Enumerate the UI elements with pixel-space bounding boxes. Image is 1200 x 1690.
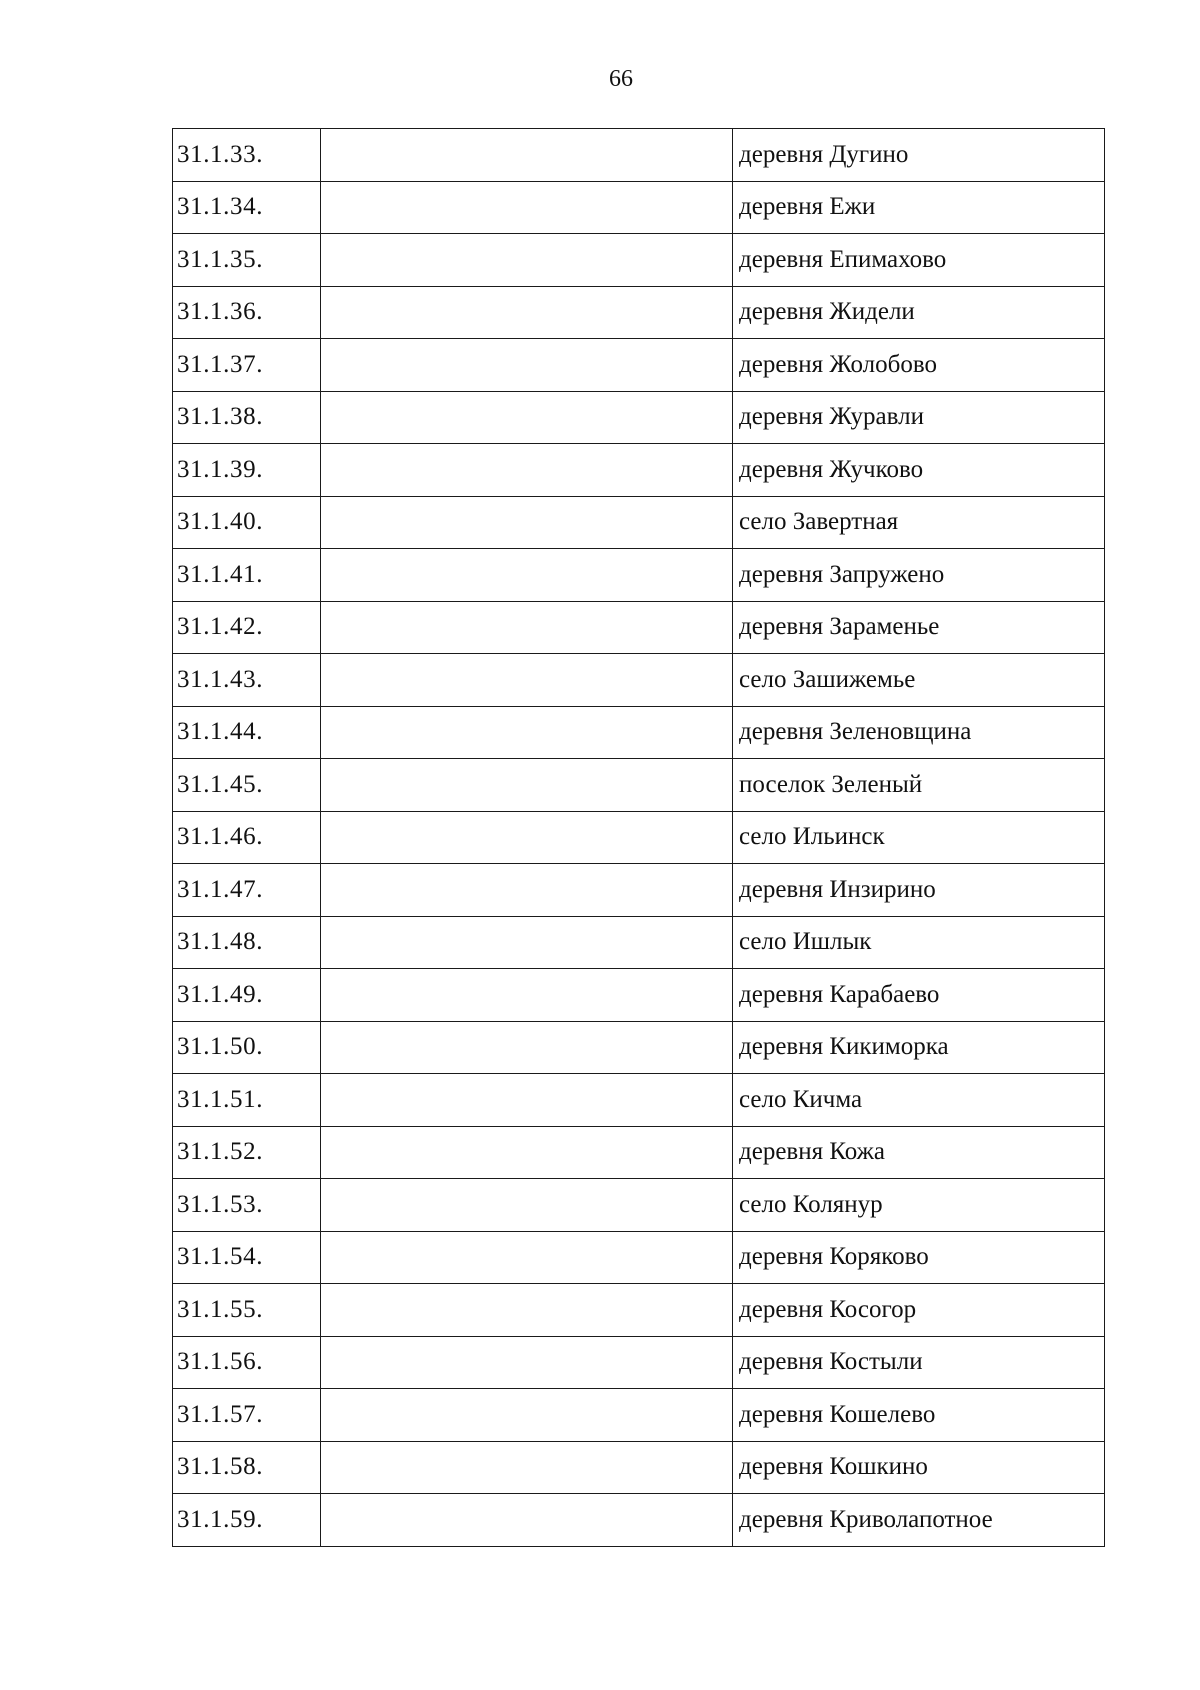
row-number-cell: 31.1.58. — [173, 1441, 321, 1494]
row-number-cell: 31.1.44. — [173, 706, 321, 759]
table-row — [173, 811, 1105, 864]
table-row — [173, 654, 1105, 707]
table-row — [173, 864, 1105, 917]
row-number-cell: 31.1.47. — [173, 864, 321, 917]
row-number-cell: 31.1.48. — [173, 916, 321, 969]
settlement-name-cell: деревня Жучково — [733, 444, 1105, 497]
settlement-name-cell: деревня Косогор — [733, 1284, 1105, 1337]
empty-cell — [321, 181, 733, 234]
row-number-cell: 31.1.39. — [173, 444, 321, 497]
empty-cell — [321, 129, 733, 182]
settlement-name-cell: деревня Дугино — [733, 129, 1105, 182]
settlement-name-cell: село Зашижемье — [733, 654, 1105, 707]
empty-cell — [321, 1336, 733, 1389]
settlement-name-cell: деревня Журавли — [733, 391, 1105, 444]
row-number-cell: 31.1.36. — [173, 286, 321, 339]
table-row — [173, 286, 1105, 339]
table-row — [173, 759, 1105, 812]
row-number-cell: 31.1.38. — [173, 391, 321, 444]
table-row — [173, 1231, 1105, 1284]
row-number-cell: 31.1.40. — [173, 496, 321, 549]
row-number-cell: 31.1.57. — [173, 1389, 321, 1442]
empty-cell — [321, 916, 733, 969]
table-row — [173, 969, 1105, 1022]
table-row — [173, 444, 1105, 497]
row-number-cell: 31.1.51. — [173, 1074, 321, 1127]
empty-cell — [321, 759, 733, 812]
table-row — [173, 601, 1105, 654]
row-number-cell: 31.1.42. — [173, 601, 321, 654]
settlement-name-cell: деревня Жолобово — [733, 339, 1105, 392]
table-row — [173, 1494, 1105, 1547]
table-row — [173, 1336, 1105, 1389]
row-number-cell: 31.1.34. — [173, 181, 321, 234]
row-number-cell: 31.1.53. — [173, 1179, 321, 1232]
empty-cell — [321, 969, 733, 1022]
empty-cell — [321, 1179, 733, 1232]
row-number-cell: 31.1.41. — [173, 549, 321, 602]
empty-cell — [321, 286, 733, 339]
settlement-name-cell: село Завертная — [733, 496, 1105, 549]
table-row — [173, 1021, 1105, 1074]
table-row — [173, 391, 1105, 444]
empty-cell — [321, 444, 733, 497]
settlement-name-cell: деревня Инзирино — [733, 864, 1105, 917]
empty-cell — [321, 811, 733, 864]
settlement-name-cell: деревня Кошкино — [733, 1441, 1105, 1494]
table-row — [173, 549, 1105, 602]
settlement-name-cell: село Ишлык — [733, 916, 1105, 969]
table-row — [173, 339, 1105, 392]
table-row — [173, 1179, 1105, 1232]
empty-cell — [321, 234, 733, 287]
row-number-cell: 31.1.56. — [173, 1336, 321, 1389]
row-number-cell: 31.1.50. — [173, 1021, 321, 1074]
empty-cell — [321, 1126, 733, 1179]
settlement-name-cell: деревня Епимахово — [733, 234, 1105, 287]
table-row — [173, 496, 1105, 549]
table-row — [173, 129, 1105, 182]
table-row — [173, 1126, 1105, 1179]
table-row — [173, 1441, 1105, 1494]
settlement-name-cell: деревня Ежи — [733, 181, 1105, 234]
settlement-name-cell: село Колянур — [733, 1179, 1105, 1232]
row-number-cell: 31.1.45. — [173, 759, 321, 812]
settlement-name-cell: деревня Коряково — [733, 1231, 1105, 1284]
table-row — [173, 916, 1105, 969]
table-row — [173, 706, 1105, 759]
empty-cell — [321, 1441, 733, 1494]
table-row — [173, 1389, 1105, 1442]
empty-cell — [321, 864, 733, 917]
settlement-name-cell: деревня Костыли — [733, 1336, 1105, 1389]
settlements-table-body — [173, 129, 1105, 1547]
row-number-cell: 31.1.33. — [173, 129, 321, 182]
empty-cell — [321, 654, 733, 707]
empty-cell — [321, 391, 733, 444]
row-number-cell: 31.1.55. — [173, 1284, 321, 1337]
settlement-name-cell: деревня Кикиморка — [733, 1021, 1105, 1074]
table-row — [173, 1074, 1105, 1127]
empty-cell — [321, 339, 733, 392]
settlement-name-cell: деревня Криволапотное — [733, 1494, 1105, 1547]
settlement-name-cell: село Кичма — [733, 1074, 1105, 1127]
empty-cell — [321, 1494, 733, 1547]
row-number-cell: 31.1.46. — [173, 811, 321, 864]
empty-cell — [321, 496, 733, 549]
settlement-name-cell: деревня Кожа — [733, 1126, 1105, 1179]
empty-cell — [321, 549, 733, 602]
settlements-table — [172, 128, 1105, 1547]
row-number-cell: 31.1.43. — [173, 654, 321, 707]
settlement-name-cell: деревня Кошелево — [733, 1389, 1105, 1442]
empty-cell — [321, 601, 733, 654]
settlement-name-cell: поселок Зеленый — [733, 759, 1105, 812]
empty-cell — [321, 1389, 733, 1442]
empty-cell — [321, 1021, 733, 1074]
row-number-cell: 31.1.54. — [173, 1231, 321, 1284]
table-row — [173, 1284, 1105, 1337]
table-row — [173, 181, 1105, 234]
settlement-name-cell: село Ильинск — [733, 811, 1105, 864]
empty-cell — [321, 1284, 733, 1337]
settlement-name-cell: деревня Жидели — [733, 286, 1105, 339]
settlement-name-cell: деревня Запружено — [733, 549, 1105, 602]
page-number: 66 — [609, 66, 633, 92]
row-number-cell: 31.1.52. — [173, 1126, 321, 1179]
row-number-cell: 31.1.35. — [173, 234, 321, 287]
settlement-name-cell: деревня Зараменье — [733, 601, 1105, 654]
row-number-cell: 31.1.49. — [173, 969, 321, 1022]
empty-cell — [321, 1074, 733, 1127]
empty-cell — [321, 706, 733, 759]
empty-cell — [321, 1231, 733, 1284]
row-number-cell: 31.1.59. — [173, 1494, 321, 1547]
row-number-cell: 31.1.37. — [173, 339, 321, 392]
table-row — [173, 234, 1105, 287]
settlement-name-cell: деревня Зеленовщина — [733, 706, 1105, 759]
settlement-name-cell: деревня Карабаево — [733, 969, 1105, 1022]
